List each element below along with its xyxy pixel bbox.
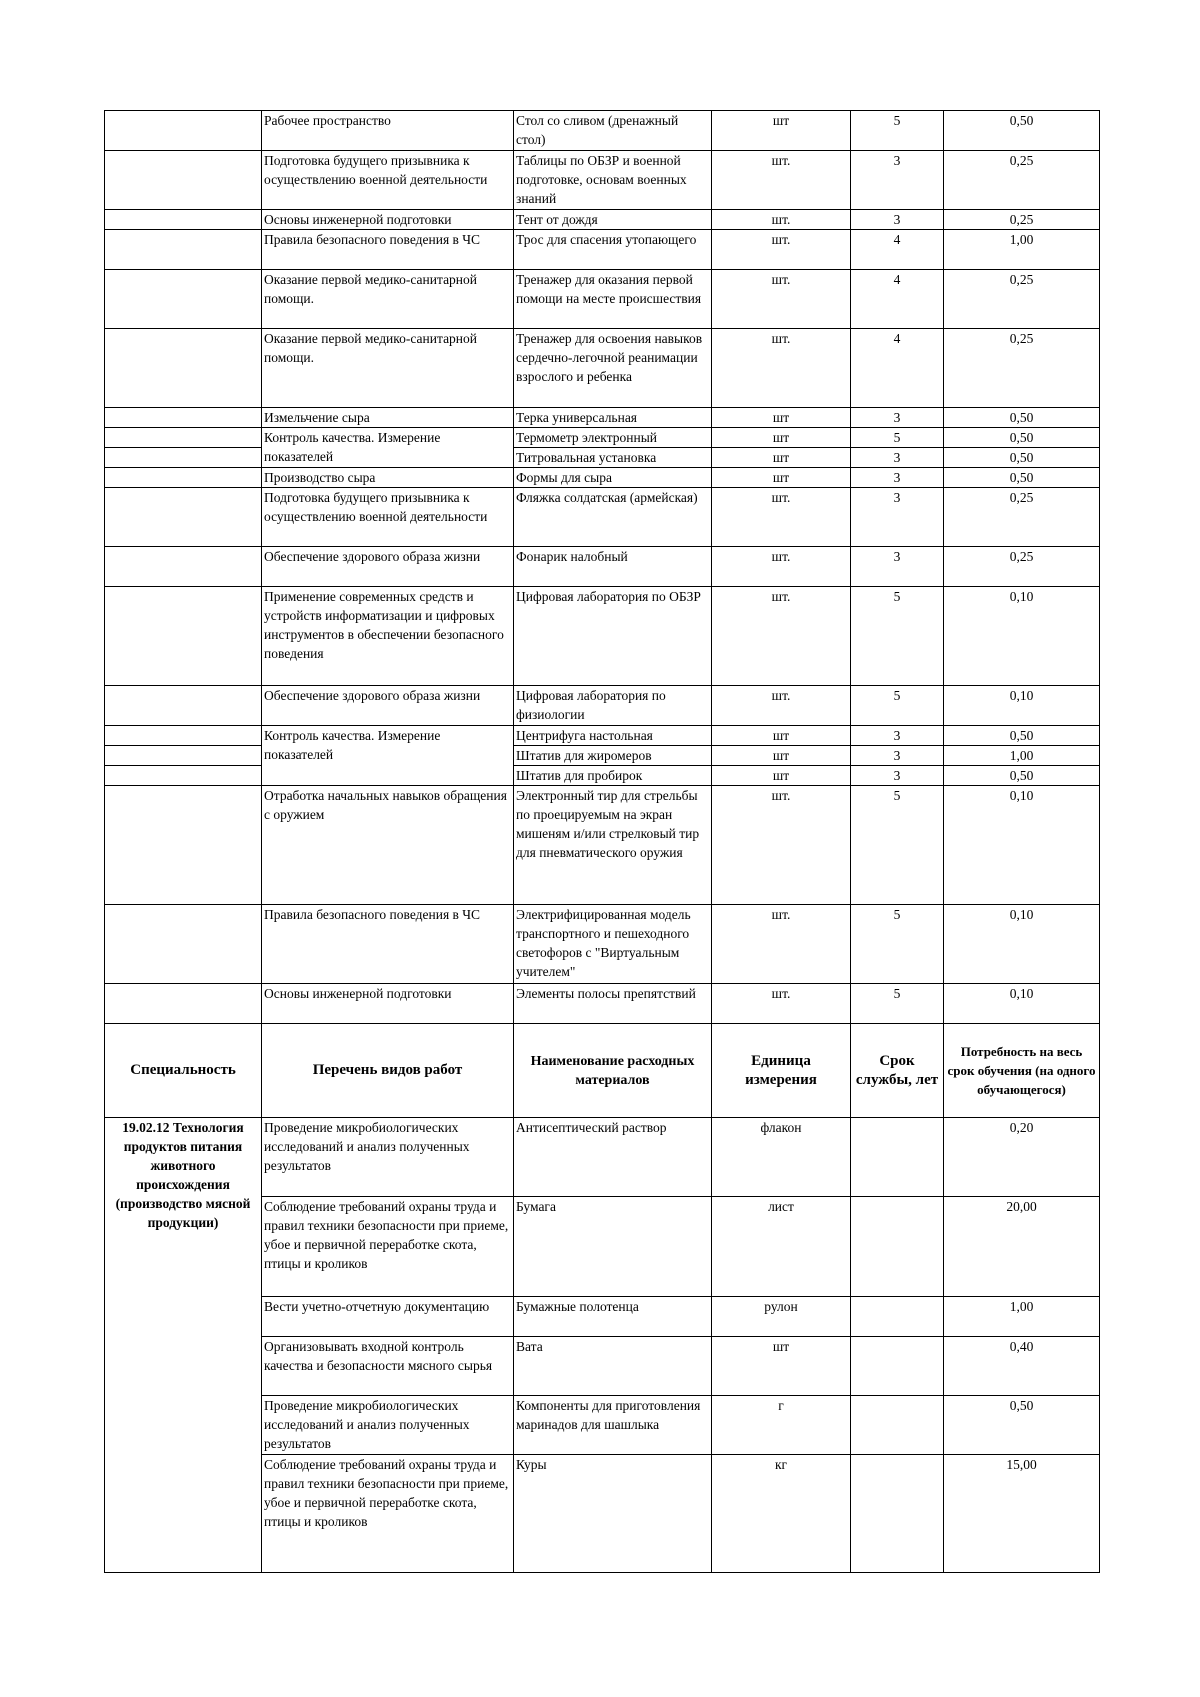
need-cell: 0,25 bbox=[944, 329, 1100, 408]
work-cell: Соблюдение требований охраны труда и правил техники безопасности при приеме, убое и первичной переработке скота, птицы и кроликов bbox=[262, 1197, 514, 1297]
term-cell bbox=[851, 1396, 944, 1455]
specialty-cell bbox=[105, 726, 262, 746]
item-cell: Бумага bbox=[514, 1197, 712, 1297]
item-cell: Стол со сливом (дренажный стол) bbox=[514, 111, 712, 151]
specialty-cell bbox=[105, 587, 262, 686]
need-cell: 0,50 bbox=[944, 468, 1100, 488]
specialty-cell bbox=[105, 230, 262, 270]
unit-cell: шт bbox=[712, 766, 851, 786]
header-term: Срок службы, лет bbox=[851, 1024, 944, 1118]
table-row bbox=[105, 230, 1100, 270]
need-cell: 1,00 bbox=[944, 746, 1100, 766]
unit-cell: г bbox=[712, 1396, 851, 1455]
need-cell: 1,00 bbox=[944, 1297, 1100, 1337]
table-row bbox=[105, 111, 1100, 151]
specialty-cell bbox=[105, 210, 262, 230]
need-cell: 0,25 bbox=[944, 547, 1100, 587]
table-row bbox=[105, 468, 1100, 488]
term-cell: 3 bbox=[851, 766, 944, 786]
work-cell: Проведение микробиологических исследований и анализ полученных результатов bbox=[262, 1118, 514, 1197]
work-cell: Основы инженерной подготовки bbox=[262, 210, 514, 230]
item-cell: Фляжка солдатская (армейская) bbox=[514, 488, 712, 547]
term-cell: 4 bbox=[851, 230, 944, 270]
item-cell: Штатив для жиромеров bbox=[514, 746, 712, 766]
unit-cell: шт. bbox=[712, 984, 851, 1024]
table-row bbox=[105, 210, 1100, 230]
table-row bbox=[105, 686, 1100, 726]
item-cell: Антисептический раствор bbox=[514, 1118, 712, 1197]
specialty-cell bbox=[105, 448, 262, 468]
item-cell: Цифровая лаборатория по физиологии bbox=[514, 686, 712, 726]
need-cell: 0,50 bbox=[944, 726, 1100, 746]
item-cell: Тренажер для оказания первой помощи на месте происшествия bbox=[514, 270, 712, 329]
item-cell: Вата bbox=[514, 1337, 712, 1396]
table-row bbox=[105, 547, 1100, 587]
term-cell: 3 bbox=[851, 488, 944, 547]
item-cell: Фонарик налобный bbox=[514, 547, 712, 587]
need-cell: 0,50 bbox=[944, 111, 1100, 151]
table-row bbox=[105, 270, 1100, 329]
term-cell: 3 bbox=[851, 448, 944, 468]
term-cell: 4 bbox=[851, 329, 944, 408]
term-cell bbox=[851, 1455, 944, 1573]
table-row bbox=[105, 786, 1100, 905]
term-cell: 5 bbox=[851, 905, 944, 984]
specialty-cell bbox=[105, 111, 262, 151]
specialty-cell bbox=[105, 468, 262, 488]
specialty-cell bbox=[105, 488, 262, 547]
unit-cell: шт. bbox=[712, 151, 851, 210]
work-cell: Правила безопасного поведения в ЧС bbox=[262, 230, 514, 270]
unit-cell: шт. bbox=[712, 547, 851, 587]
need-cell: 0,40 bbox=[944, 1337, 1100, 1396]
unit-cell: шт. bbox=[712, 905, 851, 984]
unit-cell: шт. bbox=[712, 686, 851, 726]
unit-cell: шт bbox=[712, 726, 851, 746]
term-cell: 3 bbox=[851, 746, 944, 766]
work-cell: Производство сыра bbox=[262, 468, 514, 488]
item-cell: Тент от дождя bbox=[514, 210, 712, 230]
work-cell: Основы инженерной подготовки bbox=[262, 984, 514, 1024]
need-cell: 0,25 bbox=[944, 270, 1100, 329]
need-cell: 1,00 bbox=[944, 230, 1100, 270]
table-row bbox=[105, 329, 1100, 408]
header-works: Перечень видов работ bbox=[262, 1024, 514, 1118]
need-cell: 0,25 bbox=[944, 488, 1100, 547]
need-cell: 0,50 bbox=[944, 766, 1100, 786]
table-row bbox=[105, 1118, 1100, 1197]
need-cell: 0,50 bbox=[944, 1396, 1100, 1455]
header-materials: Наименование расходных материалов bbox=[514, 1024, 712, 1118]
table-row bbox=[105, 766, 1100, 786]
specialty-cell bbox=[105, 151, 262, 210]
table-row bbox=[105, 984, 1100, 1024]
need-cell: 0,25 bbox=[944, 210, 1100, 230]
table-row bbox=[105, 448, 1100, 468]
item-cell: Тренажер для освоения навыков сердечно-легочной реанимации взрослого и ребенка bbox=[514, 329, 712, 408]
specialty-cell bbox=[105, 786, 262, 905]
work-cell: Обеспечение здорового образа жизни bbox=[262, 686, 514, 726]
work-cell: Подготовка будущего призывника к осуществлению военной деятельности bbox=[262, 488, 514, 547]
unit-cell: шт. bbox=[712, 587, 851, 686]
item-cell: Формы для сыра bbox=[514, 468, 712, 488]
table-row bbox=[105, 488, 1100, 547]
work-cell: Оказание первой медико-санитарной помощи. bbox=[262, 329, 514, 408]
item-cell: Электронный тир для стрельбы по проецируемым на экран мишеням и/или стрелковый тир для пневматического оружия bbox=[514, 786, 712, 905]
item-cell: Титровальная установка bbox=[514, 448, 712, 468]
header-unit: Единица измерения bbox=[712, 1024, 851, 1118]
table-row bbox=[105, 151, 1100, 210]
work-cell: Контроль качества. Измерение показателей bbox=[262, 428, 514, 468]
item-cell: Электрифицированная модель транспортного и пешеходного светофоров с "Виртуальным учителем" bbox=[514, 905, 712, 984]
specialty-cell bbox=[105, 984, 262, 1024]
term-cell: 5 bbox=[851, 686, 944, 726]
item-cell: Штатив для пробирок bbox=[514, 766, 712, 786]
table-header-row bbox=[105, 1024, 1100, 1118]
item-cell: Бумажные полотенца bbox=[514, 1297, 712, 1337]
work-cell: Правила безопасного поведения в ЧС bbox=[262, 905, 514, 984]
unit-cell: шт bbox=[712, 448, 851, 468]
need-cell: 20,00 bbox=[944, 1197, 1100, 1297]
need-cell: 0,25 bbox=[944, 151, 1100, 210]
item-cell: Терка универсальная bbox=[514, 408, 712, 428]
work-cell: Обеспечение здорового образа жизни bbox=[262, 547, 514, 587]
work-cell: Рабочее пространство bbox=[262, 111, 514, 151]
unit-cell: шт bbox=[712, 428, 851, 448]
specialty-cell bbox=[105, 905, 262, 984]
term-cell: 3 bbox=[851, 151, 944, 210]
need-cell: 0,10 bbox=[944, 786, 1100, 905]
term-cell bbox=[851, 1197, 944, 1297]
specialty-cell bbox=[105, 686, 262, 726]
unit-cell: флакон bbox=[712, 1118, 851, 1197]
header-need: Потребность на весь срок обучения (на одного обучающегося) bbox=[944, 1024, 1100, 1118]
unit-cell: шт. bbox=[712, 488, 851, 547]
item-cell: Центрифуга настольная bbox=[514, 726, 712, 746]
table-row bbox=[105, 587, 1100, 686]
work-cell: Подготовка будущего призывника к осуществлению военной деятельности bbox=[262, 151, 514, 210]
need-cell: 0,20 bbox=[944, 1118, 1100, 1197]
term-cell: 5 bbox=[851, 587, 944, 686]
need-cell: 0,10 bbox=[944, 686, 1100, 726]
term-cell bbox=[851, 1118, 944, 1197]
unit-cell: шт bbox=[712, 1337, 851, 1396]
table-row bbox=[105, 408, 1100, 428]
unit-cell: шт bbox=[712, 408, 851, 428]
term-cell: 3 bbox=[851, 468, 944, 488]
unit-cell: шт. bbox=[712, 329, 851, 408]
unit-cell: рулон bbox=[712, 1297, 851, 1337]
unit-cell: шт. bbox=[712, 786, 851, 905]
need-cell: 0,10 bbox=[944, 587, 1100, 686]
unit-cell: шт. bbox=[712, 210, 851, 230]
item-cell: Термометр электронный bbox=[514, 428, 712, 448]
term-cell bbox=[851, 1297, 944, 1337]
need-cell: 0,50 bbox=[944, 428, 1100, 448]
work-cell: Оказание первой медико-санитарной помощи. bbox=[262, 270, 514, 329]
specialty-cell bbox=[105, 270, 262, 329]
work-cell: Отработка начальных навыков обращения с оружием bbox=[262, 786, 514, 905]
specialty-cell bbox=[105, 428, 262, 448]
table-row bbox=[105, 905, 1100, 984]
specialty-name: 19.02.12 Технология продуктов питания животного происхождения (производство мясной продукции) bbox=[105, 1118, 262, 1573]
specialty-cell bbox=[105, 408, 262, 428]
specialty-cell bbox=[105, 547, 262, 587]
specialty-cell bbox=[105, 766, 262, 786]
specialty-cell bbox=[105, 746, 262, 766]
table-row bbox=[105, 746, 1100, 766]
need-cell: 15,00 bbox=[944, 1455, 1100, 1573]
item-cell: Таблицы по ОБЗР и военной подготовке, основам военных знаний bbox=[514, 151, 712, 210]
work-cell: Вести учетно-отчетную документацию bbox=[262, 1297, 514, 1337]
term-cell: 5 bbox=[851, 984, 944, 1024]
work-cell: Применение современных средств и устройств информатизации и цифровых инструментов в обеспечении безопасного поведения bbox=[262, 587, 514, 686]
item-cell: Цифровая лаборатория по ОБЗР bbox=[514, 587, 712, 686]
work-cell: Соблюдение требований охраны труда и правил техники безопасности при приеме, убое и первичной переработке скота, птицы и кроликов bbox=[262, 1455, 514, 1573]
term-cell: 3 bbox=[851, 408, 944, 428]
unit-cell: шт. bbox=[712, 270, 851, 329]
work-cell: Проведение микробиологических исследований и анализ полученных результатов bbox=[262, 1396, 514, 1455]
term-cell: 3 bbox=[851, 726, 944, 746]
unit-cell: шт bbox=[712, 746, 851, 766]
work-cell: Контроль качества. Измерение показателей bbox=[262, 726, 514, 786]
item-cell: Трос для спасения утопающего bbox=[514, 230, 712, 270]
unit-cell: кг bbox=[712, 1455, 851, 1573]
need-cell: 0,10 bbox=[944, 905, 1100, 984]
term-cell bbox=[851, 1337, 944, 1396]
header-specialty: Специальность bbox=[105, 1024, 262, 1118]
unit-cell: шт bbox=[712, 111, 851, 151]
item-cell: Элементы полосы препятствий bbox=[514, 984, 712, 1024]
term-cell: 5 bbox=[851, 111, 944, 151]
unit-cell: лист bbox=[712, 1197, 851, 1297]
work-cell: Организовывать входной контроль качества и безопасности мясного сырья bbox=[262, 1337, 514, 1396]
specialty-cell bbox=[105, 329, 262, 408]
work-cell: Измельчение сыра bbox=[262, 408, 514, 428]
term-cell: 5 bbox=[851, 786, 944, 905]
term-cell: 5 bbox=[851, 428, 944, 448]
unit-cell: шт bbox=[712, 468, 851, 488]
need-cell: 0,10 bbox=[944, 984, 1100, 1024]
term-cell: 3 bbox=[851, 210, 944, 230]
need-cell: 0,50 bbox=[944, 448, 1100, 468]
table-row bbox=[105, 428, 1100, 448]
unit-cell: шт. bbox=[712, 230, 851, 270]
materials-table bbox=[104, 110, 1100, 1573]
term-cell: 4 bbox=[851, 270, 944, 329]
item-cell: Куры bbox=[514, 1455, 712, 1573]
table-row bbox=[105, 726, 1100, 746]
need-cell: 0,50 bbox=[944, 408, 1100, 428]
term-cell: 3 bbox=[851, 547, 944, 587]
item-cell: Компоненты для приготовления маринадов для шашлыка bbox=[514, 1396, 712, 1455]
